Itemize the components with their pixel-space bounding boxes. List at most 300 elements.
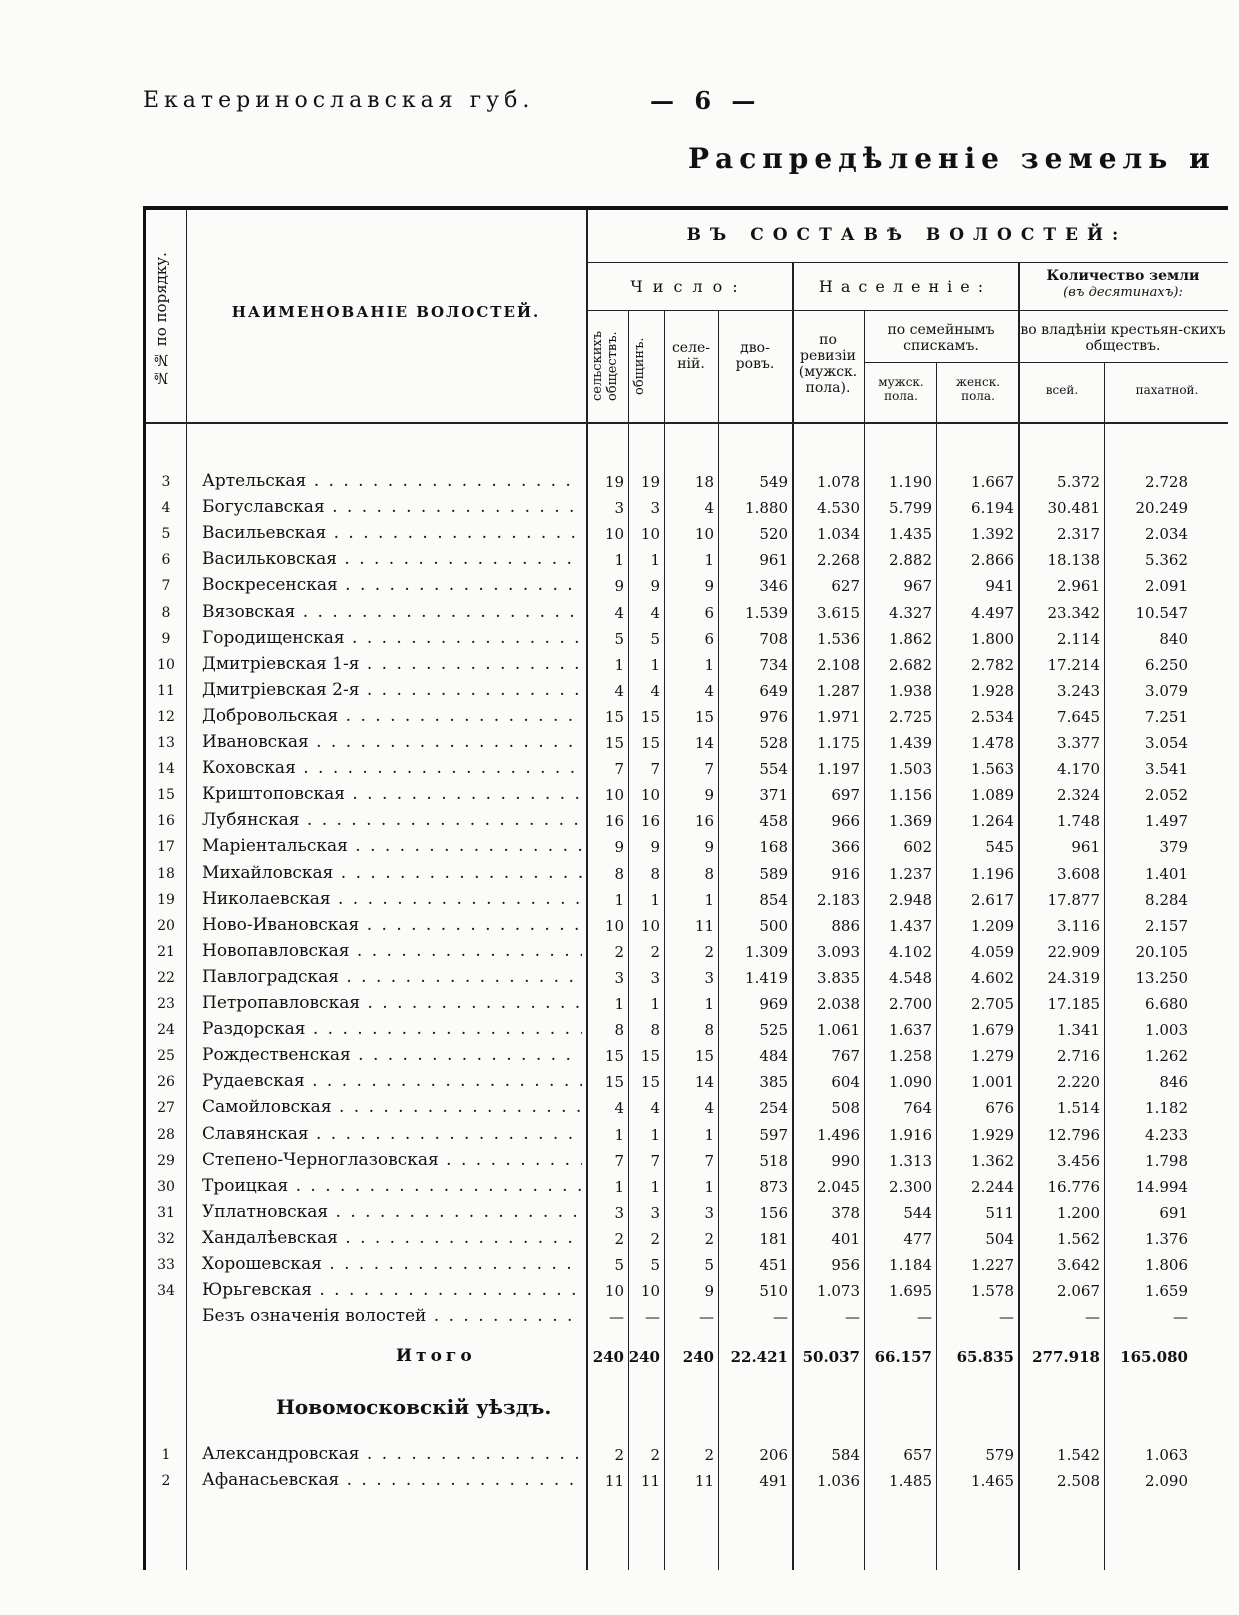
header-rule	[586, 262, 1228, 263]
table-row	[146, 1441, 1228, 1467]
cell-pop-male: 1.369	[889, 812, 932, 830]
cell-communes: 4	[650, 604, 660, 622]
cell-land-all: 24.319	[1047, 969, 1100, 987]
cell-villages: 2	[704, 1230, 714, 1248]
cell-pop-revision: 1.034	[817, 525, 860, 543]
table-row	[146, 964, 1228, 990]
cell-pop-revision: 1.061	[817, 1021, 860, 1039]
cell-households: 168	[759, 838, 788, 856]
cell-rural-societies: 2	[614, 943, 624, 961]
table-row	[146, 572, 1228, 598]
row-number: 1	[161, 1447, 171, 1463]
cell-communes: 240	[628, 1348, 660, 1366]
cell-rural-societies: 10	[604, 786, 624, 804]
volost-name: Рудаевская . . .	[202, 1071, 582, 1091]
cell-pop-revision: 2.183	[817, 891, 860, 909]
cell-land-arable: 1.659	[1145, 1282, 1188, 1300]
cell-households: 500	[759, 917, 788, 935]
cell-communes: 10	[640, 917, 660, 935]
volost-name: Афанасьевская . . .	[202, 1470, 582, 1490]
volost-name: Дмитріевская 2-я . . .	[202, 680, 582, 700]
volost-name: Уплатновская . . .	[202, 1202, 582, 1222]
cell-pop-female: 1.196	[971, 865, 1014, 883]
cell-pop-male: 1.090	[889, 1073, 932, 1091]
cell-villages: 16	[694, 812, 714, 830]
table-row	[146, 1042, 1228, 1068]
cell-pop-revision: 604	[831, 1073, 860, 1091]
cell-villages: 6	[704, 604, 714, 622]
table-row	[146, 912, 1228, 938]
row-number: 9	[161, 631, 171, 647]
cell-villages: 1	[704, 1126, 714, 1144]
cell-pop-male: 1.862	[889, 630, 932, 648]
section-title: Новомосковскій уѣздъ.	[276, 1395, 552, 1419]
header-rural-societies: сельскихъ обществъ.	[590, 331, 620, 401]
cell-pop-female: 1.264	[971, 812, 1014, 830]
cell-land-arable: 2.090	[1145, 1472, 1188, 1490]
cell-villages: 3	[704, 1204, 714, 1222]
header-pop-female: женск. пола.	[955, 375, 1001, 403]
row-number: 14	[157, 761, 175, 777]
cell-land-all: 961	[1071, 838, 1100, 856]
cell-land-all: 2.324	[1057, 786, 1100, 804]
cell-pop-female: 2.244	[971, 1178, 1014, 1196]
cell-pop-female: 1.578	[971, 1282, 1014, 1300]
cell-pop-male: 477	[903, 1230, 932, 1248]
cell-rural-societies: 1	[614, 551, 624, 569]
volost-name: Хорошевская . . .	[202, 1254, 582, 1274]
cell-villages: 3	[704, 969, 714, 987]
cell-pop-female: 2.534	[971, 708, 1014, 726]
cell-pop-male: 764	[903, 1099, 932, 1117]
cell-communes: 1	[650, 891, 660, 909]
cell-communes: 15	[640, 1073, 660, 1091]
cell-communes: 1	[650, 551, 660, 569]
cell-land-all: 23.342	[1047, 604, 1100, 622]
cell-pop-revision: 2.108	[817, 656, 860, 674]
cell-rural-societies: 10	[604, 525, 624, 543]
volost-name: Троицкая . . .	[202, 1176, 582, 1196]
cell-pop-revision: 401	[831, 1230, 860, 1248]
table-row	[146, 546, 1228, 572]
cell-communes: 5	[650, 630, 660, 648]
cell-pop-male: 2.300	[889, 1178, 932, 1196]
cell-pop-female: 1.227	[971, 1256, 1014, 1274]
cell-pop-male: 1.184	[889, 1256, 932, 1274]
cell-land-arable: 14.994	[1135, 1178, 1188, 1196]
cell-communes: 2	[650, 1230, 660, 1248]
cell-villages: 11	[694, 1472, 714, 1490]
table-row	[146, 729, 1228, 755]
cell-land-arable: 2.157	[1145, 917, 1188, 935]
cell-land-all: 3.608	[1057, 865, 1100, 883]
cell-pop-revision: 966	[831, 812, 860, 830]
cell-villages: 14	[694, 734, 714, 752]
cell-pop-revision: 50.037	[802, 1348, 860, 1366]
cell-pop-male: 1.916	[889, 1126, 932, 1144]
table-row	[146, 886, 1228, 912]
cell-households: 554	[759, 760, 788, 778]
cell-land-all: 12.796	[1047, 1126, 1100, 1144]
cell-rural-societies: 4	[614, 1099, 624, 1117]
cell-households: 854	[759, 891, 788, 909]
cell-land-arable: 691	[1159, 1204, 1188, 1222]
cell-households: 1.309	[745, 943, 788, 961]
cell-rural-societies: 10	[604, 1282, 624, 1300]
row-number: 24	[157, 1022, 175, 1038]
table-row	[146, 807, 1228, 833]
cell-households: 491	[759, 1472, 788, 1490]
volost-name: Самойловская . . .	[202, 1097, 582, 1117]
header-group-main: ВЪ СОСТАВѢ ВОЛОСТЕЙ:	[686, 225, 1128, 245]
row-number: 26	[157, 1074, 175, 1090]
cell-land-arable: 1.798	[1145, 1152, 1188, 1170]
cell-rural-societies: 4	[614, 604, 624, 622]
cell-land-arable: 2.034	[1145, 525, 1188, 543]
cell-households: —	[773, 1308, 788, 1326]
row-number: 28	[157, 1127, 175, 1143]
cell-land-all: 5.372	[1057, 473, 1100, 491]
cell-villages: 15	[694, 1047, 714, 1065]
total-label: Итого	[396, 1346, 476, 1366]
cell-land-arable: 1.376	[1145, 1230, 1188, 1248]
cell-land-arable: 840	[1159, 630, 1188, 648]
cell-communes: 3	[650, 969, 660, 987]
row-number: 6	[161, 552, 171, 568]
cell-land-all: 3.456	[1057, 1152, 1100, 1170]
cell-communes: 1	[650, 656, 660, 674]
cell-pop-male: 1.503	[889, 760, 932, 778]
cell-villages: 10	[694, 525, 714, 543]
cell-pop-male: 1.439	[889, 734, 932, 752]
cell-land-arable: 1.182	[1145, 1099, 1188, 1117]
cell-land-all: 3.116	[1057, 917, 1100, 935]
cell-households: 597	[759, 1126, 788, 1144]
volost-name: Богуславская . . .	[202, 497, 582, 517]
table-row	[146, 625, 1228, 651]
table-row	[146, 703, 1228, 729]
header-communes: общинъ.	[632, 337, 647, 395]
cell-rural-societies: 8	[614, 865, 624, 883]
cell-land-all: 1.748	[1057, 812, 1100, 830]
table-row	[146, 1173, 1228, 1199]
cell-land-all: 16.776	[1047, 1178, 1100, 1196]
cell-land-arable: 165.080	[1120, 1348, 1188, 1366]
row-number: 5	[161, 526, 171, 542]
cell-pop-revision: 3.615	[817, 604, 860, 622]
cell-rural-societies: 15	[604, 734, 624, 752]
cell-villages: 1	[704, 656, 714, 674]
cell-land-arable: 1.497	[1145, 812, 1188, 830]
cell-villages: 7	[704, 760, 714, 778]
cell-land-all: 1.200	[1057, 1204, 1100, 1222]
cell-pop-revision: 3.835	[817, 969, 860, 987]
cell-villages: 11	[694, 917, 714, 935]
volost-name: Васильковская . . .	[202, 549, 582, 569]
table-row	[146, 468, 1228, 494]
header-group-count: Число:	[630, 277, 748, 296]
cell-pop-female: 4.602	[971, 969, 1014, 987]
header-land-owned: во владѣніи крестьян-скихъ обществъ.	[1020, 322, 1226, 355]
cell-communes: 4	[650, 1099, 660, 1117]
cell-communes: 10	[640, 786, 660, 804]
cell-communes: 7	[650, 760, 660, 778]
cell-rural-societies: 15	[604, 1047, 624, 1065]
cell-pop-revision: 1.175	[817, 734, 860, 752]
cell-pop-revision: 627	[831, 577, 860, 595]
cell-pop-male: 1.237	[889, 865, 932, 883]
cell-pop-revision: 2.045	[817, 1178, 860, 1196]
cell-pop-male: 1.435	[889, 525, 932, 543]
row-number: 33	[157, 1257, 175, 1273]
cell-pop-revision: 1.496	[817, 1126, 860, 1144]
cell-pop-female: 2.866	[971, 551, 1014, 569]
cell-pop-male: 2.882	[889, 551, 932, 569]
cell-communes: 2	[650, 1446, 660, 1464]
cell-rural-societies: 5	[614, 630, 624, 648]
volost-name: Маріентальская . . .	[202, 836, 582, 856]
cell-communes: 8	[650, 1021, 660, 1039]
header-land-arable: пахатной.	[1135, 383, 1199, 397]
cell-rural-societies: 3	[614, 969, 624, 987]
row-number: 20	[157, 918, 175, 934]
cell-villages: 6	[704, 630, 714, 648]
cell-households: 1.539	[745, 604, 788, 622]
cell-land-all: 3.642	[1057, 1256, 1100, 1274]
page-title: Распредѣленіе земель и	[688, 142, 1216, 175]
cell-villages: 7	[704, 1152, 714, 1170]
cell-land-all: 2.317	[1057, 525, 1100, 543]
cell-households: 520	[759, 525, 788, 543]
cell-households: 528	[759, 734, 788, 752]
cell-land-arable: 1.003	[1145, 1021, 1188, 1039]
cell-pop-female: 4.059	[971, 943, 1014, 961]
cell-pop-revision: 886	[831, 917, 860, 935]
header-land-all: всей.	[1045, 383, 1079, 397]
cell-communes: 9	[650, 577, 660, 595]
table-row	[146, 938, 1228, 964]
cell-villages: 18	[694, 473, 714, 491]
cell-pop-revision: 4.530	[817, 499, 860, 517]
table-row	[146, 833, 1228, 859]
cell-villages: 14	[694, 1073, 714, 1091]
table-row	[146, 677, 1228, 703]
table-row	[146, 781, 1228, 807]
cell-rural-societies: 7	[614, 1152, 624, 1170]
cell-land-all: 17.877	[1047, 891, 1100, 909]
cell-rural-societies: 9	[614, 577, 624, 595]
cell-land-arable: 20.105	[1135, 943, 1188, 961]
cell-land-arable: 1.401	[1145, 865, 1188, 883]
cell-pop-female: 579	[985, 1446, 1014, 1464]
cell-land-arable: 3.541	[1145, 760, 1188, 778]
row-number: 16	[157, 813, 175, 829]
cell-pop-male: 1.938	[889, 682, 932, 700]
cell-communes: 3	[650, 1204, 660, 1222]
cell-households: 385	[759, 1073, 788, 1091]
cell-pop-female: 2.782	[971, 656, 1014, 674]
header-pop-male: мужск. пола.	[878, 375, 924, 403]
cell-pop-male: 5.799	[889, 499, 932, 517]
total-row	[146, 1343, 1228, 1369]
cell-pop-revision: 1.197	[817, 760, 860, 778]
cell-pop-female: 1.001	[971, 1073, 1014, 1091]
cell-pop-male: 967	[903, 577, 932, 595]
cell-households: 181	[759, 1230, 788, 1248]
cell-land-all: 1.514	[1057, 1099, 1100, 1117]
header-group-land-unit: (въ десятинахъ):	[1063, 285, 1183, 300]
cell-pop-revision: 1.287	[817, 682, 860, 700]
cell-households: 649	[759, 682, 788, 700]
cell-land-arable: 379	[1159, 838, 1188, 856]
cell-communes: 1	[650, 1126, 660, 1144]
table-row	[146, 1068, 1228, 1094]
cell-pop-female: 676	[985, 1099, 1014, 1117]
row-number: 18	[157, 866, 175, 882]
cell-rural-societies: 240	[592, 1348, 624, 1366]
cell-pop-male: 2.682	[889, 656, 932, 674]
cell-pop-female: 1.465	[971, 1472, 1014, 1490]
volost-name: Артельская . . .	[202, 471, 582, 491]
cell-villages: 1	[704, 551, 714, 569]
cell-communes: 10	[640, 525, 660, 543]
cell-pop-revision: 1.536	[817, 630, 860, 648]
cell-pop-male: 66.157	[874, 1348, 932, 1366]
cell-villages: —	[699, 1308, 714, 1326]
table-row	[146, 755, 1228, 781]
cell-pop-male: 1.437	[889, 917, 932, 935]
cell-rural-societies: 2	[614, 1446, 624, 1464]
row-number: 2	[161, 1473, 171, 1489]
cell-communes: 4	[650, 682, 660, 700]
cell-communes: 2	[650, 943, 660, 961]
cell-rural-societies: 1	[614, 1126, 624, 1144]
cell-land-all: 1.341	[1057, 1021, 1100, 1039]
cell-pop-revision: 508	[831, 1099, 860, 1117]
volost-name: Криштоповская . . .	[202, 784, 582, 804]
row-number: 25	[157, 1048, 175, 1064]
row-number: 31	[157, 1205, 175, 1221]
cell-land-all: 3.377	[1057, 734, 1100, 752]
cell-households: 734	[759, 656, 788, 674]
cell-pop-female: 1.928	[971, 682, 1014, 700]
cell-villages: 9	[704, 786, 714, 804]
header-pop-revision: по ревизіи (мужск. пола).	[798, 332, 858, 397]
cell-villages: 9	[704, 838, 714, 856]
cell-land-all: 18.138	[1047, 551, 1100, 569]
cell-land-all: 2.716	[1057, 1047, 1100, 1065]
cell-households: 969	[759, 995, 788, 1013]
cell-pop-male: —	[917, 1308, 932, 1326]
cell-pop-male: 1.485	[889, 1472, 932, 1490]
cell-pop-male: 1.258	[889, 1047, 932, 1065]
cell-pop-revision: 990	[831, 1152, 860, 1170]
cell-rural-societies: 3	[614, 499, 624, 517]
volost-name: Ново-Ивановская . . .	[202, 915, 582, 935]
cell-land-all: 4.170	[1057, 760, 1100, 778]
row-number: 3	[161, 474, 171, 490]
cell-land-all: 3.243	[1057, 682, 1100, 700]
cell-pop-male: 602	[903, 838, 932, 856]
cell-pop-revision: 916	[831, 865, 860, 883]
cell-pop-male: 657	[903, 1446, 932, 1464]
land-distribution-table	[143, 206, 1228, 1570]
volost-name: Юрьгевская . . .	[202, 1280, 582, 1300]
row-number: 23	[157, 996, 175, 1012]
volost-name: Вязовская . . .	[202, 602, 582, 622]
cell-villages: 9	[704, 577, 714, 595]
cell-households: 371	[759, 786, 788, 804]
cell-land-all: 17.214	[1047, 656, 1100, 674]
cell-rural-societies: 19	[604, 473, 624, 491]
cell-households: 346	[759, 577, 788, 595]
cell-pop-revision: 366	[831, 838, 860, 856]
cell-rural-societies: 1	[614, 995, 624, 1013]
row-number: 19	[157, 892, 175, 908]
cell-communes: 19	[640, 473, 660, 491]
cell-villages: 1	[704, 891, 714, 909]
volost-name: Славянская . . .	[202, 1124, 582, 1144]
table-row	[146, 494, 1228, 520]
cell-land-arable: 6.680	[1145, 995, 1188, 1013]
cell-communes: 1	[650, 995, 660, 1013]
cell-communes: 9	[650, 838, 660, 856]
cell-households: 458	[759, 812, 788, 830]
cell-pop-female: 65.835	[956, 1348, 1014, 1366]
table-row	[146, 860, 1228, 886]
cell-pop-revision: 1.073	[817, 1282, 860, 1300]
cell-communes: 15	[640, 734, 660, 752]
cell-pop-female: —	[999, 1308, 1014, 1326]
cell-land-all: 2.961	[1057, 577, 1100, 595]
table-row	[146, 599, 1228, 625]
volost-name: Безъ означенія волостей . . .	[202, 1306, 582, 1326]
cell-land-all: 7.645	[1057, 708, 1100, 726]
cell-land-all: 1.542	[1057, 1446, 1100, 1464]
cell-pop-revision: 956	[831, 1256, 860, 1274]
cell-households: 1.419	[745, 969, 788, 987]
table-row	[146, 1303, 1228, 1329]
row-number: 21	[157, 944, 175, 960]
cell-rural-societies: 16	[604, 812, 624, 830]
row-number: 4	[161, 500, 171, 516]
volost-name: Коховская . . .	[202, 758, 582, 778]
cell-pop-female: 1.667	[971, 473, 1014, 491]
cell-land-all: 2.067	[1057, 1282, 1100, 1300]
cell-households: 708	[759, 630, 788, 648]
volost-name: Лубянская . . .	[202, 810, 582, 830]
row-number: 11	[157, 683, 175, 699]
cell-land-all: 2.114	[1057, 630, 1100, 648]
cell-rural-societies: 1	[614, 656, 624, 674]
cell-households: 510	[759, 1282, 788, 1300]
cell-land-all: 17.185	[1047, 995, 1100, 1013]
volost-name: Городищенская . . .	[202, 628, 582, 648]
cell-pop-female: 2.617	[971, 891, 1014, 909]
cell-land-arable: —	[1173, 1308, 1188, 1326]
cell-pop-revision: 3.093	[817, 943, 860, 961]
table-row	[146, 1199, 1228, 1225]
cell-land-arable: 7.251	[1145, 708, 1188, 726]
cell-villages: 240	[682, 1348, 714, 1366]
header-col-name: НАИМЕНОВАНІЕ ВОЛОСТЕЙ.	[231, 303, 541, 321]
cell-pop-male: 2.700	[889, 995, 932, 1013]
cell-communes: 16	[640, 812, 660, 830]
cell-pop-revision: 1.036	[817, 1472, 860, 1490]
volost-name: Ивановская . . .	[202, 732, 582, 752]
cell-villages: 9	[704, 1282, 714, 1300]
cell-households: 961	[759, 551, 788, 569]
